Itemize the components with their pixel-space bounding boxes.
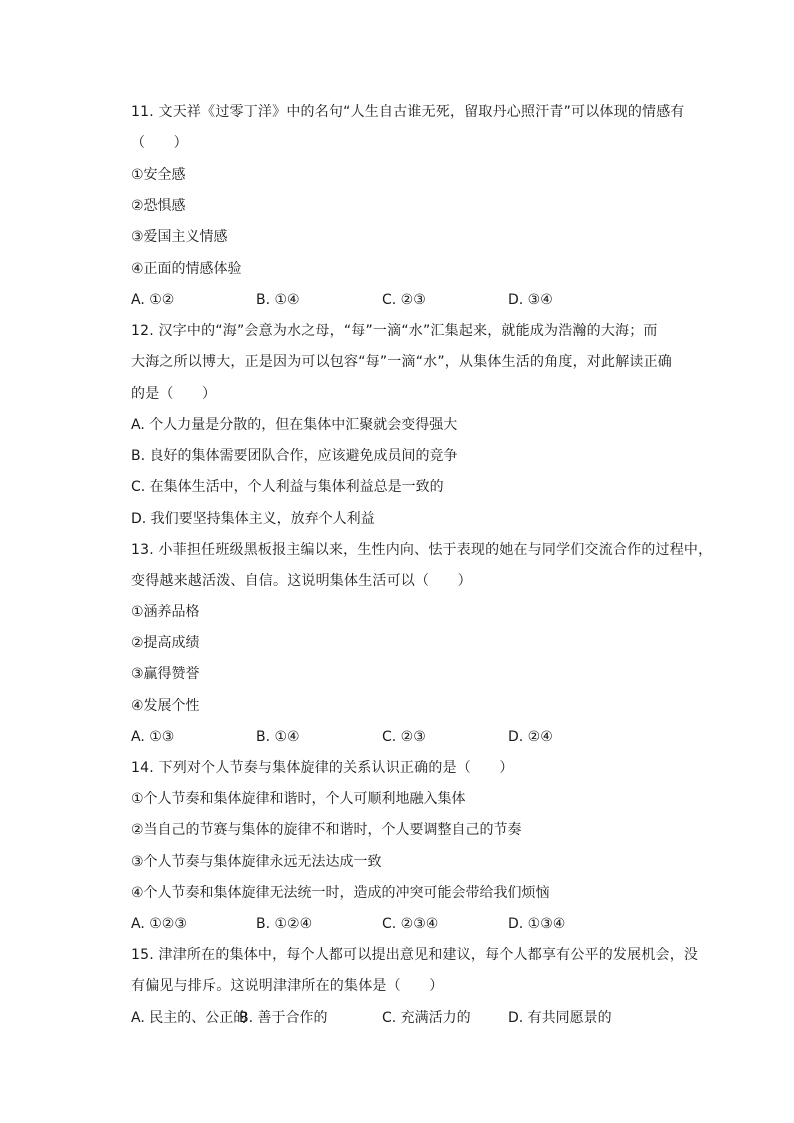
q14-options xyxy=(131,914,691,934)
q15-stem-line-1: 15. 津津所在的集体中，每个人都可以提出意见和建议，每个人都享有公平的发展机会，没 xyxy=(131,947,699,963)
q14-option-a[interactable]: A. ①②③ xyxy=(131,916,187,932)
q15-option-b[interactable]: B. 善于合作的 xyxy=(239,1010,328,1026)
q13-option-b[interactable]: B. ①④ xyxy=(256,729,300,745)
q11-item-1: ①安全感 xyxy=(131,167,186,183)
q15-option-a[interactable]: A. 民主的、公正的 xyxy=(131,1010,248,1026)
q15-option-d[interactable]: D. 有共同愿景的 xyxy=(508,1010,612,1026)
q11-option-a[interactable]: A. ①② xyxy=(131,292,175,308)
q13-item-2: ②提高成绩 xyxy=(131,635,200,651)
q13-item-1: ①涵养品格 xyxy=(131,604,200,620)
q13-option-c[interactable]: C. ②③ xyxy=(382,729,426,745)
q13-item-3: ③赢得赞誉 xyxy=(131,666,200,682)
q12-stem-line-3: 的是（ ） xyxy=(131,386,217,402)
q14-item-1: ①个人节奏和集体旋律和谐时，个人可顺利地融入集体 xyxy=(131,791,466,807)
q12-stem-line-2: 大海之所以博大，正是因为可以包容“每”一滴“水”，从集体生活的角度，对此解读正确 xyxy=(131,354,673,370)
q15-option-c[interactable]: C. 充满活力的 xyxy=(382,1010,471,1026)
q12-option-a[interactable]: A. 个人力量是分散的，但在集体中汇聚就会变得强大 xyxy=(131,417,458,433)
q13-item-4: ④发展个性 xyxy=(131,698,200,714)
q13-stem-line-2: 变得越来越活泼、自信。这说明集体生活可以（ ） xyxy=(131,573,472,589)
q11-item-2: ②恐惧感 xyxy=(131,198,186,214)
q11-stem-line-2: （ ） xyxy=(131,135,188,151)
q14-option-c[interactable]: C. ②③④ xyxy=(382,916,439,932)
q11-option-c[interactable]: C. ②③ xyxy=(382,292,426,308)
q13-option-a[interactable]: A. ①③ xyxy=(131,729,175,745)
q15-options xyxy=(131,1008,691,1028)
q14-option-b[interactable]: B. ①②④ xyxy=(256,916,313,932)
q13-options xyxy=(131,727,691,747)
q12-option-b[interactable]: B. 良好的集体需要团队合作，应该避免成员间的竞争 xyxy=(131,448,458,464)
q13-option-d[interactable]: D. ②④ xyxy=(508,729,553,745)
q11-stem-line-1: 11. 文天祥《过零丁洋》中的名句“人生自古谁无死，留取丹心照汗青”可以体现的情感有 xyxy=(131,104,685,120)
q14-item-3: ③个人节奏与集体旋律永远无法达成一致 xyxy=(131,854,382,870)
q12-stem-line-1: 12. 汉字中的“海”会意为水之母，“每”一滴“水”汇集起来，就能成为浩瀚的大海；而 xyxy=(131,323,658,339)
q15-stem-line-2: 有偏见与排斥。这说明津津所在的集体是（ ） xyxy=(131,978,444,994)
q11-option-d[interactable]: D. ③④ xyxy=(508,292,553,308)
q14-item-4: ④个人节奏和集体旋律无法统一时，造成的冲突可能会带给我们烦恼 xyxy=(131,885,550,901)
q11-option-b[interactable]: B. ①④ xyxy=(256,292,300,308)
q14-item-2: ②当自己的节赛与集体的旋律不和谐时，个人要调整自己的节奏 xyxy=(131,822,522,838)
q11-item-4: ④正面的情感体验 xyxy=(131,261,242,277)
q14-stem-line-1: 14. 下列对个人节奏与集体旋律的关系认识正确的是（ ） xyxy=(131,760,514,776)
q11-item-3: ③爱国主义情感 xyxy=(131,229,228,245)
q11-options xyxy=(131,290,691,310)
q12-option-d[interactable]: D. 我们要坚持集体主义，放弃个人利益 xyxy=(131,511,375,527)
q13-stem-line-1: 13. 小菲担任班级黑板报主编以来，生性内向、怯于表现的她在与同学们交流合作的过程中， xyxy=(131,542,713,558)
q12-option-c[interactable]: C. 在集体生活中，个人利益与集体利益总是一致的 xyxy=(131,479,444,495)
q14-option-d[interactable]: D. ①③④ xyxy=(508,916,566,932)
